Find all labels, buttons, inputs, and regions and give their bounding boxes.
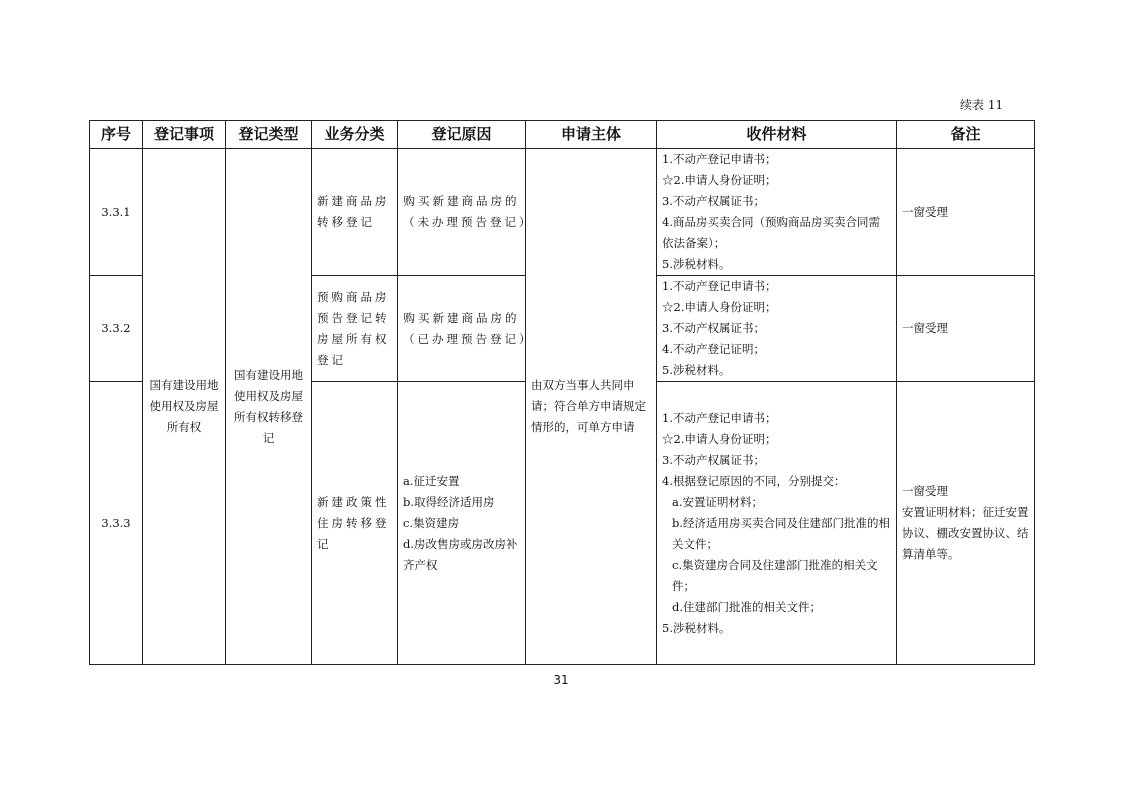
material-line: 1.不动产登记申请书；: [662, 152, 777, 166]
continued-table-label: 续表 11: [960, 98, 1004, 112]
header-category: 业务分类: [312, 121, 398, 149]
remark-line: 安置证明材料；征迁安置协议、棚改安置协议、结算清单等。: [902, 505, 1029, 561]
page-number: 31: [553, 673, 569, 687]
material-line: a.安置证明材料；: [672, 494, 764, 509]
seq-cell: 3.3.1: [90, 149, 143, 276]
material-line: ☆2.申请人身份证明；: [662, 431, 777, 446]
material-line: 3.不动产权属证书；: [662, 194, 765, 208]
applicant-subject-cell: 由双方当事人共同申请；符合单方申请规定情形的，可单方申请: [526, 149, 657, 665]
reason-line: c.集资建房: [403, 515, 460, 530]
remarks-cell: [897, 276, 1035, 382]
materials-cell: [657, 149, 897, 276]
seq-cell: 3.3.2: [90, 276, 143, 382]
material-line: b.经济适用房买卖合同及住建部门批准的相关文件；: [672, 515, 891, 551]
material-line: 4.根据登记原因的不同，分别提交：: [662, 473, 846, 488]
remarks-cell: [897, 149, 1035, 276]
reason-line: 购买新建商品房的: [403, 310, 520, 325]
header-type: 登记类型: [226, 121, 312, 149]
material-line: 1.不动产登记申请书；: [662, 410, 777, 425]
header-subject: 申请主体: [526, 121, 657, 149]
category-cell: 新建政策性住房转移登记: [312, 382, 398, 665]
reason-cell: [398, 276, 534, 382]
reason-line: （未办理预告登记）: [403, 215, 534, 229]
category-cell: 新建商品房转移登记: [312, 149, 398, 276]
header-item: 登记事项: [143, 121, 226, 149]
reason-line: d.房改售房或房改房补齐产权: [403, 536, 518, 572]
reason-line: 购买新建商品房的: [403, 194, 520, 208]
material-line: 3.不动产权属证书；: [662, 321, 765, 335]
remark-line: 一窗受理: [902, 204, 948, 219]
reason-cell: [398, 149, 534, 276]
materials-cell: [657, 382, 897, 665]
material-line: 3.不动产权属证书；: [662, 452, 765, 467]
material-line: 5.涉税材料。: [662, 620, 731, 635]
remark-line: 一窗受理: [902, 321, 948, 335]
header-row: [90, 121, 1035, 149]
category-cell: 预购商品房预告登记转房屋所有权登记: [312, 276, 398, 382]
header-remarks: 备注: [897, 121, 1035, 149]
reason-cell: [398, 382, 526, 665]
material-line: d.住建部门批准的相关文件；: [672, 599, 822, 614]
remarks-cell: [897, 382, 1035, 665]
reason-line: b.取得经济适用房: [403, 494, 495, 509]
registration-type-cell: 国有建设用地使用权及房屋所有权转移登记: [226, 149, 312, 665]
material-line: c.集资建房合同及住建部门批准的相关文件；: [672, 557, 878, 593]
reason-line: （已办理预告登记）: [403, 331, 534, 346]
remark-line: 一窗受理: [902, 484, 948, 498]
material-line: ☆2.申请人身份证明；: [662, 173, 777, 187]
material-line: 4.商品房买卖合同（预购商品房买卖合同需依法备案）；: [662, 215, 880, 250]
material-line: ☆2.申请人身份证明；: [662, 300, 777, 314]
material-line: 5.涉税材料。: [662, 257, 731, 271]
table-row: [90, 149, 1035, 276]
registration-table: [89, 120, 1035, 665]
materials-cell: [657, 276, 897, 382]
header-materials: 收件材料: [657, 121, 897, 149]
material-line: 1.不动产登记申请书；: [662, 279, 777, 293]
reason-line: a.征迁安置: [403, 473, 460, 488]
seq-cell: 3.3.3: [90, 382, 143, 665]
registration-item-cell: 国有建设用地使用权及房屋所有权: [143, 149, 226, 665]
material-line: 5.涉税材料。: [662, 363, 731, 377]
header-seq: 序号: [90, 121, 143, 149]
header-reason: 登记原因: [398, 121, 526, 149]
material-line: 4.不动产登记证明；: [662, 342, 765, 356]
